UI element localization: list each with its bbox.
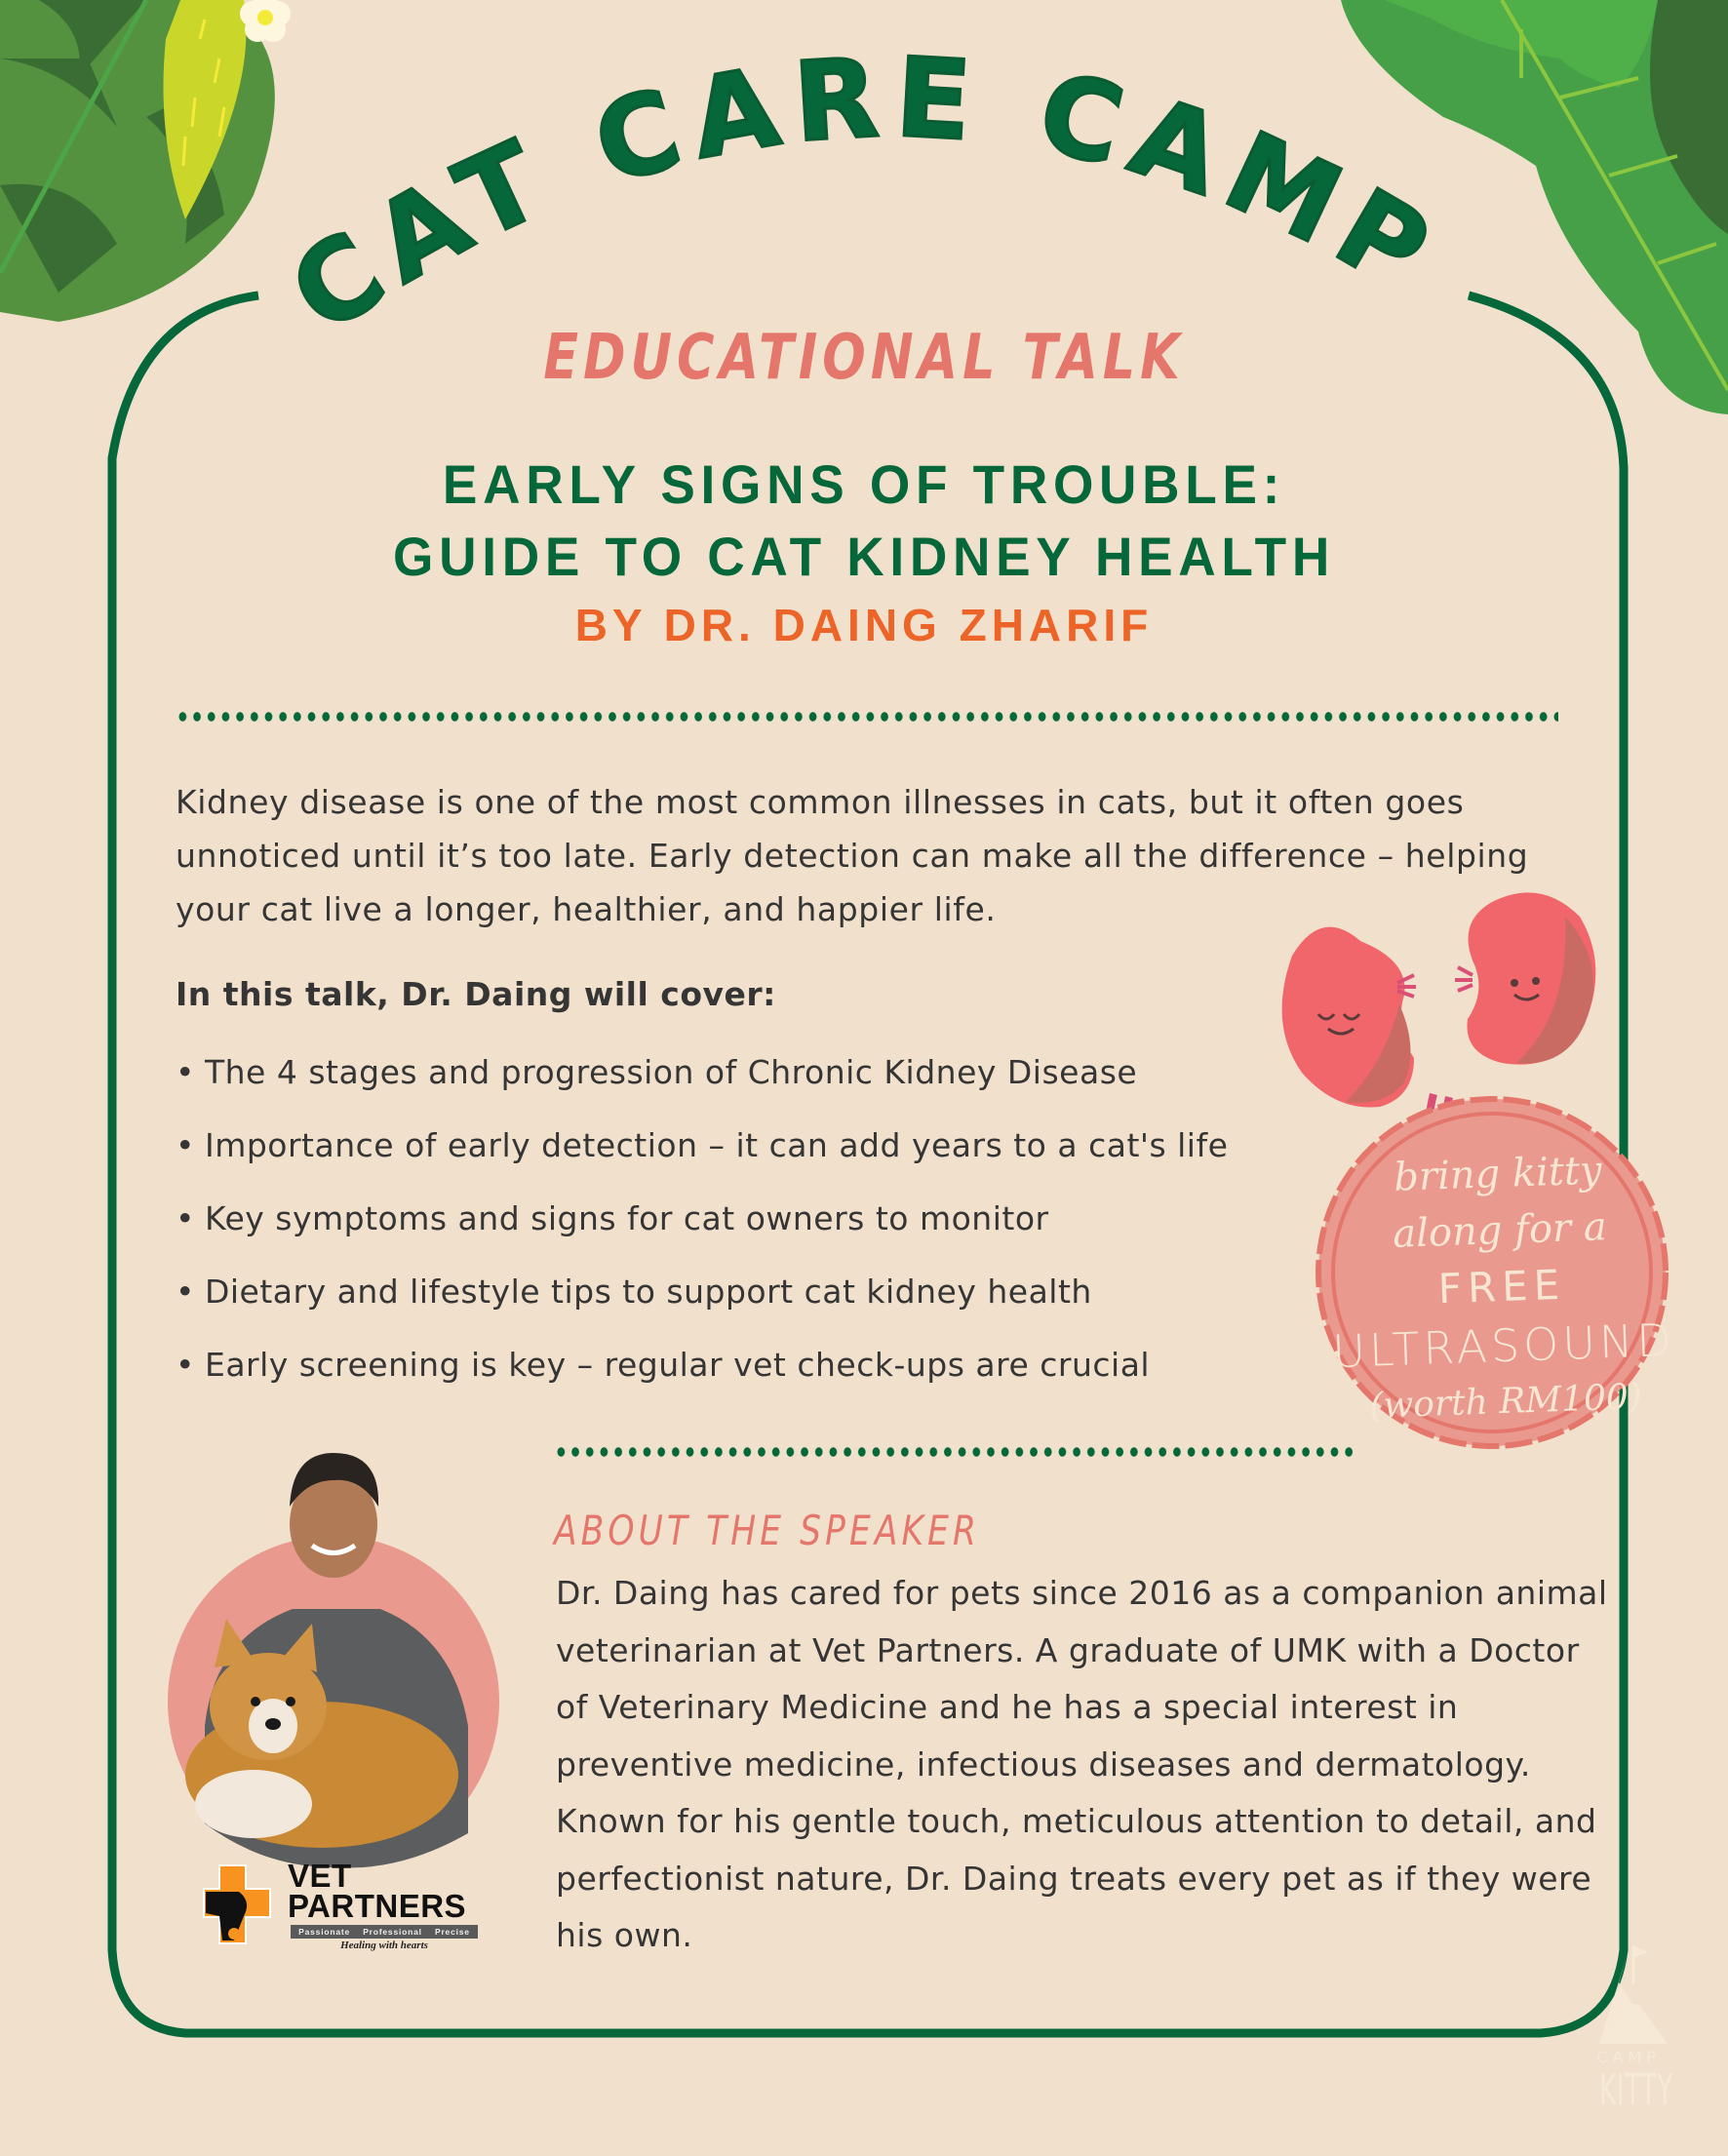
talk-title-line-1: EARLY SIGNS OF TROUBLE:: [442, 453, 1286, 515]
intro-paragraph: Kidney disease is one of the most common illnesses in cats, but it often goes unnoticed until it’s too late. Early detection can make all the difference – helping your cat live a longer, healthier, and happier life.: [176, 783, 1529, 928]
vet-partners-logo-icon: [204, 1865, 270, 1943]
talk-title: [0, 449, 1728, 593]
list-item: • Early screening is key – regular vet check-ups are crucial: [176, 1346, 1151, 1384]
topics-list: [176, 1045, 1346, 1411]
promo-line-1: bring kitty: [1393, 1148, 1603, 1200]
camp-kitty-watermark-line-2: KITTY: [1599, 2065, 1674, 2115]
talk-title-line-2: GUIDE TO CAT KIDNEY HEALTH: [393, 526, 1335, 587]
promo-line-5: (worth RM100): [1368, 1377, 1643, 1427]
vet-partners-tagline: Passionate Professional Precise: [291, 1925, 478, 1939]
speaker-photo: [168, 1453, 499, 1868]
dotted-divider: [176, 712, 1558, 722]
list-item: • Key symptoms and signs for cat owners to monitor: [176, 1199, 1049, 1237]
dotted-divider: [554, 1447, 1354, 1457]
list-item: • Dietary and lifestyle tips to support cat kidney health: [176, 1273, 1092, 1311]
promo-line-3: FREE: [1436, 1260, 1567, 1313]
list-item: • The 4 stages and progression of Chronic Kidney Disease: [176, 1053, 1138, 1091]
vet-partners-name: VET PARTNERS: [288, 1858, 467, 1924]
topics-label: In this talk, Dr. Daing will cover:: [176, 975, 776, 1013]
svg-text:CAT CARE CAMP: [269, 34, 1460, 358]
promo-badge-text: [1316, 1140, 1687, 1435]
speaker-byline: BY DR. DAING ZHARIF: [574, 600, 1154, 650]
vet-partners-slogan: Healing with hearts: [340, 1940, 428, 1951]
event-type: EDUCATIONAL TALK: [543, 322, 1185, 394]
list-item: • Importance of early detection – it can add years to a cat's life: [176, 1126, 1229, 1164]
about-heading: ABOUT THE SPEAKER: [554, 1507, 981, 1554]
camp-kitty-watermark-line-1: CAMP: [1596, 2048, 1661, 2066]
promo-line-4: ULTRASOUND: [1331, 1313, 1676, 1379]
speaker-bio: Dr. Daing has cared for pets since 2016 as a companion animal veterinarian at Vet Partners. A graduate of UMK with a Doctor of Veterinary Medicine and he has a special interest in preventive medicine, infectious diseases and dermatology. Known for his gentle touch, meticulous attention to detail, and perfectionist nature, Dr. Daing treats every pet as if they were his own.: [556, 1574, 1608, 1954]
promo-line-2: along for a: [1392, 1204, 1608, 1257]
event-title-text: CAT CARE CAMP: [269, 34, 1461, 359]
